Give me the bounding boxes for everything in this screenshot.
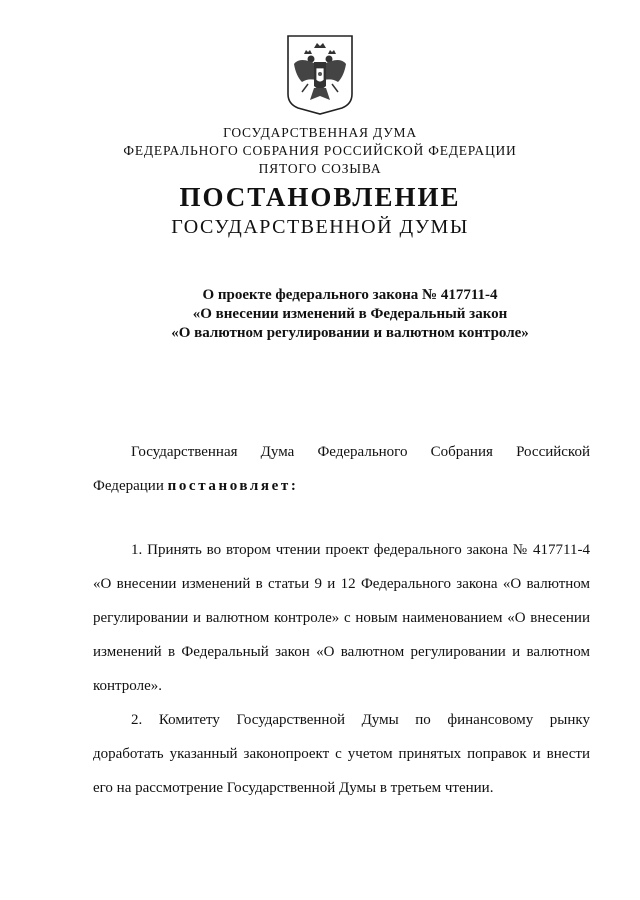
item1-line-2: «О внесении изменений в статьи 9 и 12 Федерального закона «О валютном [93,576,590,592]
preamble-line-1: Государственная Дума Федерального Собрания Российской [131,444,590,460]
issuer-line-3: ПЯТОГО СОЗЫВА [258,161,382,176]
document-subtitle: ГОСУДАРСТВЕННОЙ ДУМЫ [171,216,469,238]
item1-line-1: 1. Принять во втором чтении проект федерального закона № 417711-4 [131,542,590,558]
item2-line-2: доработать указанный законопроект с учетом принятых поправок и внести [93,746,590,762]
subject-line-1: О проекте федерального закона № 417711-4 [202,287,498,303]
issuer-header [0,124,640,178]
subject-line-3: «О валютном регулировании и валютном контроле» [171,325,529,341]
item2-line-1: 2. Комитету Государственной Думы по финансовому рынку [131,712,590,728]
item1-line-4: изменений в Федеральный закон «О валютном регулировании и валютном [93,644,590,660]
item1-line-3: регулировании и валютном контроле» с новым наименованием «О внесении [93,610,590,626]
preamble-prefix: Федерации [93,478,168,494]
decree-verb: постановляет: [167,478,299,494]
document-title: ПОСТАНОВЛЕНИЕ [179,182,461,212]
issuer-line-1: ГОСУДАРСТВЕННАЯ ДУМА [223,125,417,140]
subject-line-2: «О внесении изменений в Федеральный закон [192,306,508,322]
coat-of-arms-emblem [286,34,354,116]
preamble-line-2 [93,476,590,496]
document-subject [150,286,550,343]
item2-line-3: его на рассмотрение Государственной Думы в третьем чтении. [93,780,494,796]
item1-line-5: контроле». [93,678,162,694]
russian-coat-of-arms-icon [286,34,354,116]
issuer-line-2: ФЕДЕРАЛЬНОГО СОБРАНИЯ РОССИЙСКОЙ ФЕДЕРАЦИИ [123,143,517,158]
